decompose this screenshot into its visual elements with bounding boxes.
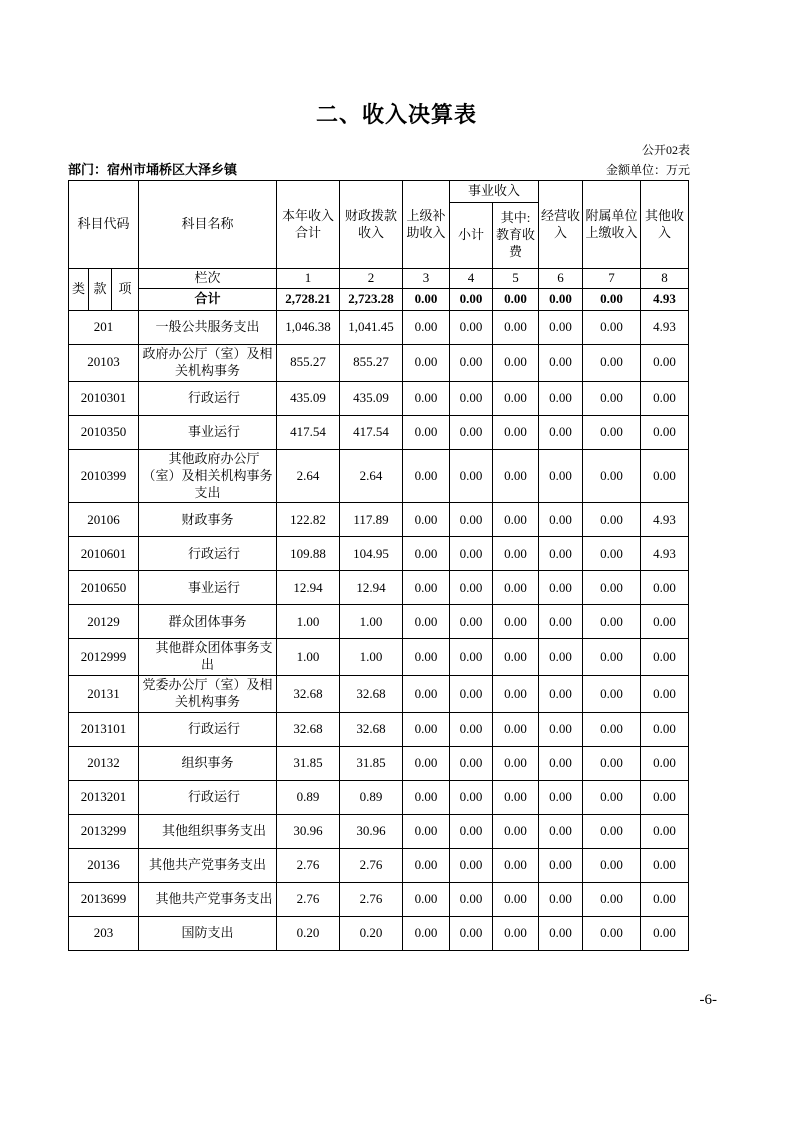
- value-cell: 0.00: [450, 713, 493, 747]
- subject-code-cell: 20136: [69, 849, 139, 883]
- value-cell: 0.00: [450, 747, 493, 781]
- table-row: [69, 781, 689, 815]
- value-cell: 0.00: [583, 815, 641, 849]
- subject-name-cell: 行政运行: [139, 381, 277, 415]
- value-cell: 0.00: [493, 676, 539, 713]
- subject-name-cell: 国防支出: [139, 917, 277, 951]
- value-cell: 0.89: [340, 781, 403, 815]
- value-cell: 0.00: [583, 449, 641, 503]
- value-cell: 0.00: [450, 415, 493, 449]
- value-cell: 0.00: [493, 883, 539, 917]
- value-cell: 32.68: [277, 676, 340, 713]
- page-title: 二、收入决算表: [315, 102, 477, 127]
- table-row: [69, 883, 689, 917]
- value-cell: 0.00: [450, 311, 493, 345]
- value-cell: 0.00: [641, 571, 689, 605]
- value-cell: 0.00: [539, 815, 583, 849]
- value-cell: 0.00: [493, 815, 539, 849]
- value-cell: 0.00: [539, 449, 583, 503]
- value-cell: 0.00: [641, 676, 689, 713]
- subject-name-cell: 群众团体事务: [139, 605, 277, 639]
- value-cell: 0.20: [340, 917, 403, 951]
- sheet-code-label: 公开02表: [641, 143, 690, 157]
- subject-code-cell: 2010399: [69, 449, 139, 503]
- subject-name-cell: 政府办公厅（室）及相关机构事务: [139, 345, 277, 382]
- value-cell: 0.00: [539, 605, 583, 639]
- value-cell: 0.00: [493, 381, 539, 415]
- total-row: [69, 289, 689, 311]
- value-cell: 104.95: [340, 537, 403, 571]
- value-cell: 0.00: [539, 849, 583, 883]
- table-row: [69, 311, 689, 345]
- value-cell: 0.00: [583, 571, 641, 605]
- value-cell: 0.00: [493, 849, 539, 883]
- total-value-1: 2,728.21: [277, 289, 340, 311]
- value-cell: 0.00: [583, 605, 641, 639]
- subject-code-cell: 203: [69, 917, 139, 951]
- value-cell: 2.64: [277, 449, 340, 503]
- value-cell: 0.00: [583, 747, 641, 781]
- table-row: [69, 537, 689, 571]
- value-cell: 0.00: [403, 503, 450, 537]
- value-cell: 0.00: [403, 883, 450, 917]
- total-value-7: 0.00: [583, 289, 641, 311]
- page-number: -6-: [699, 992, 717, 1008]
- subject-code-cell: 20131: [69, 676, 139, 713]
- value-cell: 109.88: [277, 537, 340, 571]
- subject-name-cell: 行政运行: [139, 537, 277, 571]
- table-row: [69, 713, 689, 747]
- value-cell: 0.00: [403, 571, 450, 605]
- value-cell: 0.00: [539, 571, 583, 605]
- value-cell: 0.00: [539, 381, 583, 415]
- value-cell: 0.00: [539, 415, 583, 449]
- value-cell: 0.00: [450, 381, 493, 415]
- table-row: [69, 849, 689, 883]
- rank-label: 栏次: [139, 269, 277, 289]
- subject-name-cell: 其他组织事务支出: [139, 815, 277, 849]
- value-cell: 4.93: [641, 537, 689, 571]
- value-cell: 2.76: [277, 883, 340, 917]
- value-cell: 0.00: [641, 815, 689, 849]
- subject-code-cell: 2013101: [69, 713, 139, 747]
- subject-name-cell: 其他群众团体事务支出: [139, 639, 277, 676]
- value-cell: 0.00: [403, 781, 450, 815]
- value-cell: 0.00: [403, 311, 450, 345]
- value-cell: 32.68: [340, 713, 403, 747]
- total-value-8: 4.93: [641, 289, 689, 311]
- subject-code-cell: 20132: [69, 747, 139, 781]
- value-cell: 0.00: [450, 571, 493, 605]
- meta-row: [68, 159, 690, 178]
- header-business-subtotal: 小计: [450, 203, 493, 269]
- value-cell: 0.00: [403, 449, 450, 503]
- subject-name-cell: 一般公共服务支出: [139, 311, 277, 345]
- total-value-6: 0.00: [539, 289, 583, 311]
- subject-name-cell: 事业运行: [139, 571, 277, 605]
- subject-code-cell: 2012999: [69, 639, 139, 676]
- value-cell: 0.00: [493, 311, 539, 345]
- value-cell: 417.54: [340, 415, 403, 449]
- value-cell: 1.00: [340, 639, 403, 676]
- value-cell: 0.00: [641, 781, 689, 815]
- subject-code-cell: 2010350: [69, 415, 139, 449]
- value-cell: 2.76: [340, 849, 403, 883]
- value-cell: 30.96: [340, 815, 403, 849]
- value-cell: 435.09: [277, 381, 340, 415]
- header-row-1: [69, 181, 689, 203]
- value-cell: 0.00: [583, 849, 641, 883]
- table-row: [69, 639, 689, 676]
- value-cell: 0.00: [493, 917, 539, 951]
- subject-code-cell: 2010601: [69, 537, 139, 571]
- value-cell: 0.00: [583, 883, 641, 917]
- value-cell: 0.00: [641, 345, 689, 382]
- value-cell: 0.00: [539, 311, 583, 345]
- value-cell: 31.85: [277, 747, 340, 781]
- rank-number-1: 1: [277, 269, 340, 289]
- value-cell: 1,041.45: [340, 311, 403, 345]
- value-cell: 0.00: [450, 676, 493, 713]
- header-other-income: 其他收入: [641, 181, 689, 269]
- value-cell: 0.00: [641, 639, 689, 676]
- value-cell: 0.00: [450, 883, 493, 917]
- subject-code-cell: 2010650: [69, 571, 139, 605]
- value-cell: 0.00: [450, 781, 493, 815]
- subject-code-cell: 2013201: [69, 781, 139, 815]
- value-cell: 0.00: [403, 815, 450, 849]
- value-cell: 0.00: [583, 917, 641, 951]
- total-value-4: 0.00: [450, 289, 493, 311]
- value-cell: 0.20: [277, 917, 340, 951]
- rank-number-8: 8: [641, 269, 689, 289]
- subject-code-cell: 2013299: [69, 815, 139, 849]
- value-cell: 0.00: [493, 639, 539, 676]
- value-cell: 1.00: [277, 639, 340, 676]
- value-cell: 0.00: [450, 449, 493, 503]
- header-business-income: 事业收入: [450, 181, 539, 203]
- col-item-label: 项: [112, 269, 139, 311]
- value-cell: 0.00: [403, 917, 450, 951]
- value-cell: 0.00: [539, 917, 583, 951]
- value-cell: 0.00: [493, 503, 539, 537]
- header-subject-name: 科目名称: [139, 181, 277, 269]
- rank-number-5: 5: [493, 269, 539, 289]
- total-label: 合计: [139, 289, 277, 311]
- table-row: [69, 503, 689, 537]
- value-cell: 117.89: [340, 503, 403, 537]
- value-cell: 0.00: [583, 503, 641, 537]
- col-section-label: 款: [89, 269, 112, 311]
- value-cell: 0.00: [403, 415, 450, 449]
- value-cell: 2.76: [340, 883, 403, 917]
- value-cell: 0.00: [539, 713, 583, 747]
- value-cell: 0.00: [641, 415, 689, 449]
- value-cell: 1.00: [340, 605, 403, 639]
- value-cell: 0.00: [403, 713, 450, 747]
- value-cell: 0.00: [450, 917, 493, 951]
- value-cell: 0.00: [583, 781, 641, 815]
- value-cell: 855.27: [277, 345, 340, 382]
- value-cell: 12.94: [277, 571, 340, 605]
- value-cell: 0.00: [450, 503, 493, 537]
- value-cell: 0.00: [583, 311, 641, 345]
- value-cell: 122.82: [277, 503, 340, 537]
- header-business-education: 其中:教育收费: [493, 203, 539, 269]
- value-cell: 0.00: [403, 747, 450, 781]
- header-operating-income: 经营收入: [539, 181, 583, 269]
- value-cell: 0.00: [641, 883, 689, 917]
- value-cell: 0.00: [450, 537, 493, 571]
- subject-name-cell: 事业运行: [139, 415, 277, 449]
- value-cell: 0.00: [403, 849, 450, 883]
- value-cell: 0.00: [403, 345, 450, 382]
- subject-name-cell: 行政运行: [139, 781, 277, 815]
- value-cell: 32.68: [340, 676, 403, 713]
- value-cell: 0.00: [641, 849, 689, 883]
- rank-row: [69, 269, 689, 289]
- total-value-3: 0.00: [403, 289, 450, 311]
- value-cell: 0.00: [539, 676, 583, 713]
- value-cell: 0.00: [641, 917, 689, 951]
- value-cell: 2.76: [277, 849, 340, 883]
- value-cell: 12.94: [340, 571, 403, 605]
- value-cell: 0.00: [539, 503, 583, 537]
- subject-name-cell: 党委办公厅（室）及相关机构事务: [139, 676, 277, 713]
- value-cell: 0.00: [641, 605, 689, 639]
- table-meta: [68, 141, 690, 178]
- value-cell: 435.09: [340, 381, 403, 415]
- value-cell: 0.00: [641, 747, 689, 781]
- value-cell: 0.00: [450, 605, 493, 639]
- value-cell: 0.00: [539, 345, 583, 382]
- value-cell: 0.00: [493, 415, 539, 449]
- value-cell: 0.00: [403, 381, 450, 415]
- subject-name-cell: 其他政府办公厅（室）及相关机构事务支出: [139, 449, 277, 503]
- subject-code-cell: 2013699: [69, 883, 139, 917]
- value-cell: 417.54: [277, 415, 340, 449]
- value-cell: 0.00: [539, 883, 583, 917]
- value-cell: 1.00: [277, 605, 340, 639]
- table-row: [69, 571, 689, 605]
- rank-number-2: 2: [340, 269, 403, 289]
- value-cell: 4.93: [641, 311, 689, 345]
- value-cell: 1,046.38: [277, 311, 340, 345]
- header-affiliated-income: 附属单位上缴收入: [583, 181, 641, 269]
- header-fiscal-allocation: 财政拨款收入: [340, 181, 403, 269]
- value-cell: 0.00: [403, 537, 450, 571]
- value-cell: 0.00: [641, 381, 689, 415]
- value-cell: 32.68: [277, 713, 340, 747]
- value-cell: 31.85: [340, 747, 403, 781]
- value-cell: 0.89: [277, 781, 340, 815]
- value-cell: 0.00: [583, 415, 641, 449]
- value-cell: 2.64: [340, 449, 403, 503]
- value-cell: 0.00: [493, 781, 539, 815]
- table-body: [69, 269, 689, 951]
- value-cell: 0.00: [583, 639, 641, 676]
- subject-code-cell: 2010301: [69, 381, 139, 415]
- subject-code-cell: 20103: [69, 345, 139, 382]
- table-header: [69, 181, 689, 269]
- unit-label: 金额单位：万元: [605, 163, 690, 177]
- rank-number-4: 4: [450, 269, 493, 289]
- table-row: [69, 415, 689, 449]
- header-subject-code: 科目代码: [69, 181, 139, 269]
- subject-code-cell: 20106: [69, 503, 139, 537]
- income-statement-table: [68, 180, 689, 951]
- table-row: [69, 381, 689, 415]
- value-cell: 0.00: [450, 639, 493, 676]
- header-annual-total: 本年收入合计: [277, 181, 340, 269]
- value-cell: 0.00: [539, 537, 583, 571]
- rank-number-3: 3: [403, 269, 450, 289]
- value-cell: 0.00: [583, 537, 641, 571]
- rank-number-6: 6: [539, 269, 583, 289]
- table-row: [69, 676, 689, 713]
- value-cell: 0.00: [583, 676, 641, 713]
- value-cell: 4.93: [641, 503, 689, 537]
- value-cell: 0.00: [583, 345, 641, 382]
- table-row: [69, 345, 689, 382]
- value-cell: 0.00: [539, 747, 583, 781]
- value-cell: 30.96: [277, 815, 340, 849]
- subject-name-cell: 组织事务: [139, 747, 277, 781]
- value-cell: 0.00: [493, 537, 539, 571]
- subject-name-cell: 其他共产党事务支出: [139, 883, 277, 917]
- value-cell: 0.00: [493, 605, 539, 639]
- subject-name-cell: 其他共产党事务支出: [139, 849, 277, 883]
- value-cell: 0.00: [450, 849, 493, 883]
- table-row: [69, 747, 689, 781]
- value-cell: 0.00: [539, 639, 583, 676]
- subject-code-cell: 201: [69, 311, 139, 345]
- value-cell: 0.00: [641, 449, 689, 503]
- col-class-label: 类: [69, 269, 89, 311]
- total-value-5: 0.00: [493, 289, 539, 311]
- subject-name-cell: 财政事务: [139, 503, 277, 537]
- total-value-2: 2,723.28: [340, 289, 403, 311]
- table-row: [69, 815, 689, 849]
- table-row: [69, 917, 689, 951]
- value-cell: 0.00: [450, 345, 493, 382]
- value-cell: 0.00: [403, 676, 450, 713]
- value-cell: 0.00: [493, 449, 539, 503]
- value-cell: 0.00: [493, 713, 539, 747]
- value-cell: 0.00: [493, 747, 539, 781]
- value-cell: 0.00: [583, 713, 641, 747]
- subject-code-cell: 20129: [69, 605, 139, 639]
- table-row: [69, 449, 689, 503]
- value-cell: 0.00: [493, 345, 539, 382]
- value-cell: 0.00: [450, 815, 493, 849]
- department-label: 部门：宿州市埇桥区大泽乡镇: [68, 162, 238, 177]
- value-cell: 0.00: [403, 605, 450, 639]
- table-row: [69, 605, 689, 639]
- value-cell: 855.27: [340, 345, 403, 382]
- value-cell: 0.00: [583, 381, 641, 415]
- value-cell: 0.00: [539, 781, 583, 815]
- header-superior-subsidy: 上级补助收入: [403, 181, 450, 269]
- rank-number-7: 7: [583, 269, 641, 289]
- value-cell: 0.00: [403, 639, 450, 676]
- value-cell: 0.00: [493, 571, 539, 605]
- subject-name-cell: 行政运行: [139, 713, 277, 747]
- value-cell: 0.00: [641, 713, 689, 747]
